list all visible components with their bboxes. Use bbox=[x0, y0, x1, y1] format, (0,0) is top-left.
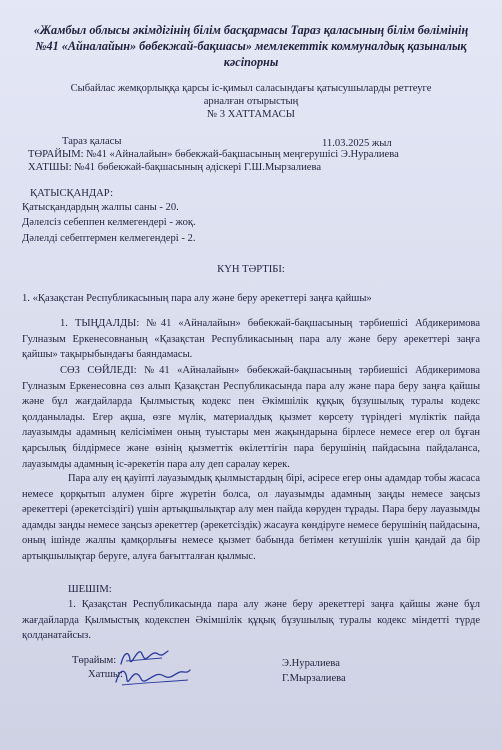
secretary-line: ХАТШЫ: №41 бөбекжай-бақшасының әдіскері Г.Ш.Мырзалиева bbox=[28, 162, 322, 173]
agenda-heading: КҮН ТӘРТІБІ: bbox=[217, 264, 285, 275]
spoke-paragraph: СӨЗ СӨЙЛЕДІ: №41 «Айналайын» бөбекжай-бақшасының тәрбиешісі Абдикеримова Гулназым Еркенесовна сөз алып Қазақстан Республикасында пара алу және пара беру заңға қайшы және бұл жағдайларда Қылмыстық кодекс пен Әкімшілік құқық бұзушылық туралы кодекс қолданылады. Егер ақша, өзге мүлік, материалдық қызмет көрсету түріндегі мүліктік пайда лауазымды адамның келісімімен оның туыстары мен жақындарына бірлесе немесе егер ол бұған қарсылық білдірмесе және өзінің қызметтік өкілеттігін пара берушінің пайдасына пайдаланса, лауазымды адамның іс-әрекетін пара алу деп саралау керек. bbox=[22, 365, 480, 470]
subtitle-line-2: арналған отырыстың bbox=[203, 96, 299, 107]
attendance-total: Қатысқандардың жалпы саны - 20. bbox=[22, 202, 179, 213]
protocol-number: № 3 ХАТТАМАСЫ bbox=[207, 109, 295, 120]
attendance-excused: Дәлелді себептермен келмегендері - 2. bbox=[22, 233, 196, 244]
chair-signature-label: Төрайым: bbox=[72, 655, 117, 666]
chair-line: ТӨРАЙЫМ: №41 «Айналайын» бөбекжай-бақшасының меңгерушісі Э.Нуралиева bbox=[28, 149, 399, 160]
organization-title: «Жамбыл облысы әкімдігінің білім басқармасы Тараз қаласының білім бөлімінің №41 «Айналайын» бөбекжай-бақшасы» мемлекеттік коммуналдық қазыналық кәсіпорны bbox=[33, 23, 469, 69]
secretary-name: Г.Мырзалиева bbox=[282, 673, 346, 684]
city-label: Тараз қаласы bbox=[62, 136, 122, 147]
attendance-heading: ҚАТЫСҚАНДАР: bbox=[30, 188, 114, 199]
danger-paragraph: Пара алу ең қауіпті лауазымдық қылмыстардың бірі, әсіресе егер оны адамдар тобы жасаса немесе қорқытып алумен бірге жүретін болса, ол лауазымды адамның заңды немесе заңсыз әрекеттері (әрекетсіздігі) үшін артықшылықтар алу мен пайда көруден тұрады. Пара беру лауазымды адамды заңды немесе заңсыз әрекеттер (әрекетсіздік) жасауға көндіруге немесе берушінің пайдасына, оның ішінде жалпы қамқорлығы немесе қызмет бабында бетімен кетушілік үшін қандай да бір артықшылықтар беруге, алуға бағытталған қылмыс. bbox=[22, 473, 480, 562]
agenda-item-1: 1. «Қазақстан Республикасының пара алу және беру әрекеттері заңға қайшы» bbox=[22, 293, 372, 304]
meeting-date: 11.03.2025 жыл bbox=[322, 138, 392, 149]
listened-paragraph: 1. ТЫҢДАЛДЫ: №41 «Айналайын» бөбекжай-бақшасының тәрбиешісі Абдикеримова Гулназым Еркенесовнаның «Қазақстан Республикасының пара алу және беру әрекеттері заңға қайшы» тақырыбындағы баяндамасы. bbox=[22, 318, 480, 361]
decision-heading: ШЕШІМ: bbox=[68, 584, 112, 595]
chair-name: Э.Нуралиева bbox=[282, 658, 340, 669]
attendance-unexcused: Дәлелсіз себеппен келмегендері - жоқ. bbox=[22, 217, 196, 228]
secretary-signature-label: Хатшы: bbox=[88, 669, 123, 680]
decision-item-1: 1. Қазақстан Республикасында пара алу және беру әрекеттері заңға қайшы және бұл жағдайларда Қылмыстық кодекспен Әкімшілік құқық бұзушылық туралы кодекс міндетті түрде қолданатайсыз. bbox=[22, 599, 480, 642]
secretary-signature-image bbox=[112, 662, 192, 690]
subtitle-line-1: Сыбайлас жемқорлыққа қарсы іс-қимыл саласындағы қатысушыларды реттеуге bbox=[70, 83, 432, 94]
